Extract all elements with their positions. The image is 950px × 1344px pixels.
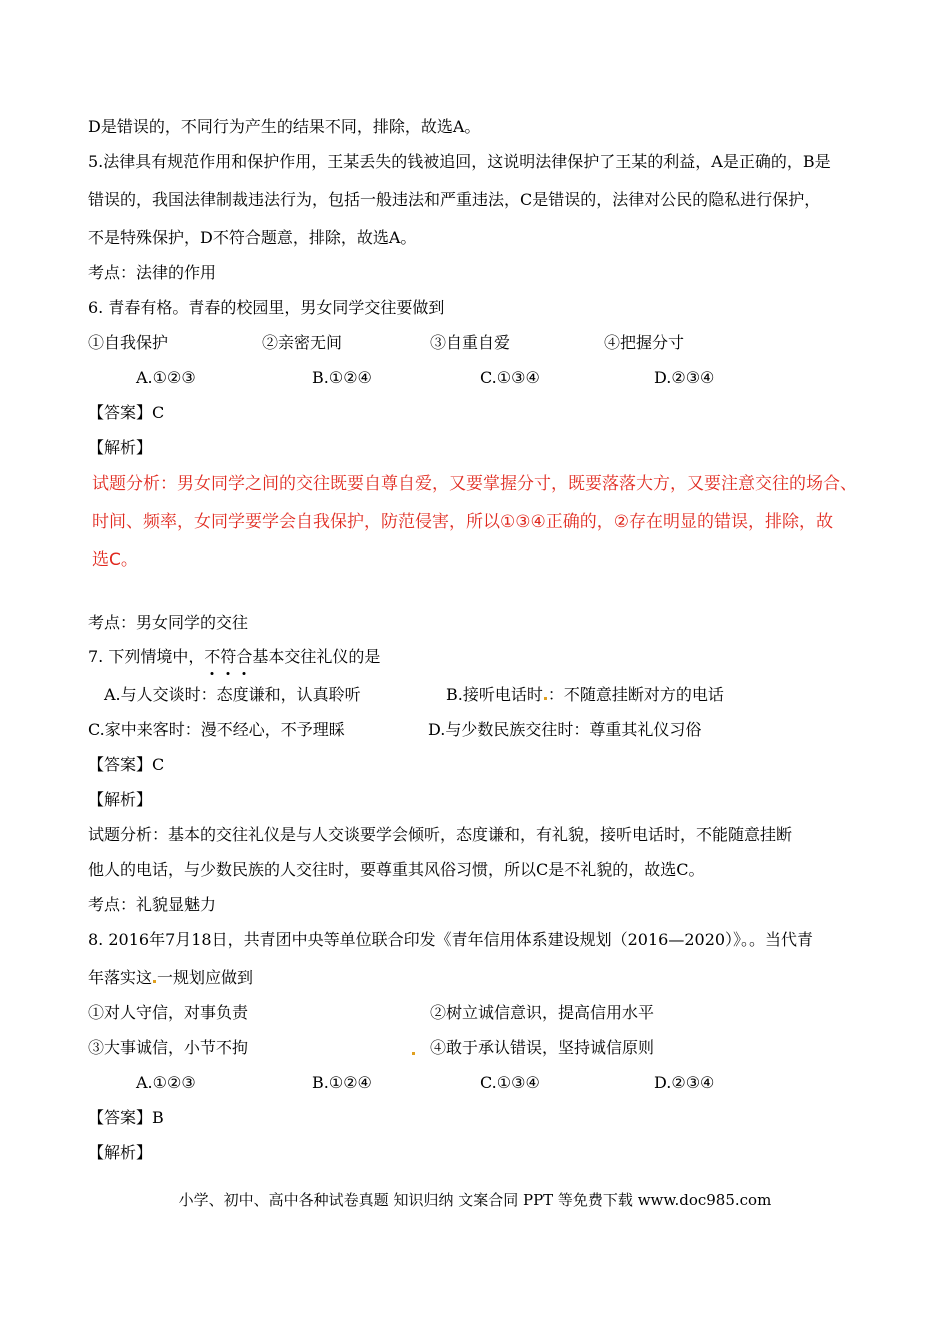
question-6-option-c: C.①③④ xyxy=(480,368,540,387)
question-8-item: ②树立诚信意识，提高信用水平 xyxy=(430,1003,655,1022)
question-7-keypoint: 考点：礼貌显魅力 xyxy=(88,895,217,914)
question-5-keypoint: 考点：法律的作用 xyxy=(88,263,217,282)
question-6-stem: 6. 青春有格。青春的校园里，男女同学交往要做到 xyxy=(88,298,445,317)
question-6-analysis-line-3: 选C。 xyxy=(92,550,138,570)
question-7-stem xyxy=(88,646,380,668)
question-6-item: ①自我保护 xyxy=(88,333,169,352)
question-6-option-a: A.①②③ xyxy=(136,368,196,387)
question-6-answer: 【答案】C xyxy=(88,403,165,422)
emphasis-char: 符 xyxy=(220,646,236,668)
question-5-line-3: 不是特殊保护，D不符合题意，排除，故选A。 xyxy=(88,228,417,247)
question-7-analysis-heading: 【解析】 xyxy=(88,790,153,809)
emphasis-char: 不 xyxy=(204,646,220,668)
question-7-option-d: D.与少数民族交往时：尊重其礼仪习俗 xyxy=(428,720,702,739)
question-8-option-c: C.①③④ xyxy=(480,1073,540,1092)
question-8-option-b: B.①②④ xyxy=(312,1073,372,1092)
question-8-stem-line-1: 8. 2016年7月18日，共青团中央等单位联合印发《青年信用体系建设规划（2016—2020）》。。当代青 xyxy=(88,930,814,949)
marker-dot xyxy=(412,1052,415,1055)
question-8-item: ④敢于承认错误，坚持诚信原则 xyxy=(430,1038,655,1057)
question-7-analysis-line-1: 试题分析：基本的交往礼仪是与人交谈要学会倾听，态度谦和，有礼貌，接听电话时，不能随意挂断 xyxy=(88,825,793,844)
question-7-option-c: C.家中来客时：漫不经心，不予理睬 xyxy=(88,720,345,739)
question-6-analysis-line-1: 试题分析：男女同学之间的交往既要自尊自爱，又要掌握分寸，既要落落大方，又要注意交往的场合、 xyxy=(92,474,857,494)
page-footer: 小学、初中、高中各种试卷真题 知识归纳 文案合同 PPT 等免费下载 www.doc985.com xyxy=(178,1191,772,1209)
question-6-option-d: D.②③④ xyxy=(654,368,715,387)
question-7-stem-pre: 7. 下列情境中， xyxy=(88,647,205,666)
question-5-line-1: 5.法律具有规范作用和保护作用，王某丢失的钱被追回，这说明法律保护了王某的利益，A是正确的，B是 xyxy=(88,152,831,171)
question-6-analysis-line-2: 时间、频率，女同学要学会自我保护，防范侵害，所以①③④正确的，②存在明显的错误，排除，故 xyxy=(92,512,833,532)
question-7-option-b: B.接听电话时 ：不随意挂断对方的电话 xyxy=(446,685,724,704)
question-6-item: ②亲密无间 xyxy=(262,333,343,352)
question-8-option-a: A.①②③ xyxy=(136,1073,196,1092)
question-6-keypoint: 考点：男女同学的交往 xyxy=(88,613,249,632)
question-8-stem-line-2: 年落实这 一规划应做到 xyxy=(88,968,254,987)
question-8-item: ③大事诚信，小节不拘 xyxy=(88,1038,249,1057)
question-5-line-2: 错误的，我国法律制裁违法行为，包括一般违法和严重违法，C是错误的，法律对公民的隐私进行保护， xyxy=(88,190,821,209)
question-8-answer: 【答案】B xyxy=(88,1108,164,1127)
question-7-analysis-line-2: 他人的电话，与少数民族的人交往时，要尊重其风俗习惯，所以C是不礼貌的，故选C。 xyxy=(88,860,705,879)
question-8-item: ①对人守信，对事负责 xyxy=(88,1003,249,1022)
question-6-analysis-heading: 【解析】 xyxy=(88,438,153,457)
question-7-stem-post: 基本交往礼仪的是 xyxy=(252,647,381,666)
question-8-option-d: D.②③④ xyxy=(654,1073,715,1092)
emphasis-char: 合 xyxy=(236,646,252,668)
question-6-item: ④把握分寸 xyxy=(604,333,685,352)
marker-dot xyxy=(544,697,547,700)
question-6-option-b: B.①②④ xyxy=(312,368,372,387)
question-7-option-a: A.与人交谈时：态度谦和，认真聆听 xyxy=(104,685,361,704)
question-6-item: ③自重自爱 xyxy=(430,333,511,352)
question-7-answer: 【答案】C xyxy=(88,755,165,774)
text-line: D是错误的，不同行为产生的结果不同，排除，故选A。 xyxy=(88,117,481,136)
marker-dot xyxy=(153,980,156,983)
question-8-analysis-heading: 【解析】 xyxy=(88,1143,153,1162)
